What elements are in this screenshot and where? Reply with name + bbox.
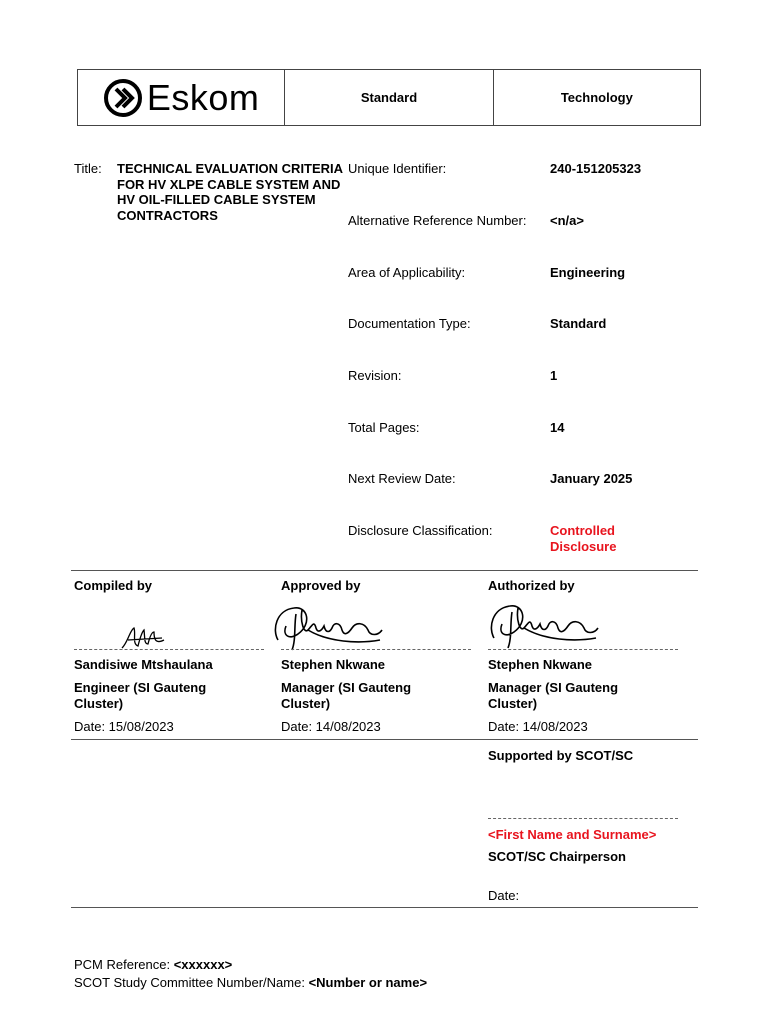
info-label: Revision: (348, 368, 402, 383)
info-value: January 2025 (550, 471, 633, 486)
approved-by-details (281, 657, 481, 672)
approved-by-name: Stephen Nkwane (281, 657, 386, 672)
info-label: Alternative Reference Number: (348, 213, 527, 228)
info-label: Total Pages: (348, 420, 420, 435)
scot-committee-label: SCOT Study Committee Number/Name: (74, 975, 309, 990)
authorized-signature-icon (484, 598, 604, 652)
authorized-by-date: Date: 14/08/2023 (488, 719, 588, 734)
info-value: 1 (550, 368, 558, 383)
authorized-by-role (488, 680, 658, 712)
info-value: Engineering (550, 265, 626, 280)
pcm-reference-label: PCM Reference: (74, 957, 174, 972)
info-label: Area of Applicability: (348, 265, 466, 280)
header-table (77, 69, 701, 126)
eskom-logo (78, 70, 285, 125)
authorized-by-details (488, 657, 688, 672)
approved-by-date: Date: 14/08/2023 (281, 719, 381, 734)
scot-heading: Supported by SCOT/SC (488, 748, 634, 763)
compiled-by-name: Sandisiwe Mtshaulana (74, 657, 213, 672)
divider (71, 907, 698, 908)
scot-role: SCOT/SC Chairperson (488, 849, 626, 864)
approved-by-heading: Approved by (281, 578, 361, 593)
scot-committee-value: <Number or name> (308, 975, 428, 990)
info-value: 240-151205323 (550, 161, 642, 176)
approved-by-column (281, 578, 481, 593)
compiled-signature-icon (118, 624, 170, 652)
compiled-by-role-text: Engineer (SI Gauteng Cluster) (74, 680, 207, 711)
info-label: Documentation Type: (348, 316, 471, 331)
scot-committee (74, 975, 427, 990)
approved-by-role (281, 680, 451, 712)
info-label: Disclosure Classification: (348, 523, 493, 538)
disclosure-value: Controlled Disclosure (550, 523, 617, 554)
authorized-signature-line (488, 649, 678, 650)
authorized-by-role-text: Manager (SI Gauteng Cluster) (488, 680, 619, 711)
compiled-by-details (74, 657, 274, 672)
approved-by-role-text: Manager (SI Gauteng Cluster) (281, 680, 412, 711)
authorized-by-column (488, 578, 688, 593)
authorized-by-name: Stephen Nkwane (488, 657, 593, 672)
divider (71, 739, 698, 740)
pcm-reference (74, 957, 232, 972)
approved-signature-line (281, 649, 471, 650)
info-label: Next Review Date: (348, 471, 456, 486)
eskom-emblem-icon (103, 78, 143, 118)
header-cell-technology: Technology (493, 70, 700, 125)
compiled-by-column (74, 578, 274, 593)
compiled-by-heading: Compiled by (74, 578, 153, 593)
info-value: Standard (550, 316, 607, 331)
title-label: Title: (74, 161, 102, 176)
compiled-signature-line (74, 649, 264, 650)
scot-date: Date: (488, 888, 520, 903)
scot-name-placeholder: <First Name and Surname> (488, 827, 657, 842)
logo-wordmark: Eskom (146, 76, 260, 118)
info-value: <n/a> (550, 213, 584, 228)
compiled-by-date: Date: 15/08/2023 (74, 719, 174, 734)
info-label: Unique Identifier: (348, 161, 447, 176)
pcm-reference-value: <xxxxxx> (173, 957, 233, 972)
header-cell-standard: Standard (360, 90, 418, 105)
approved-signature-icon (268, 600, 388, 654)
authorized-by-heading: Authorized by (488, 578, 575, 593)
divider (71, 570, 698, 571)
info-value: 14 (550, 420, 565, 435)
compiled-by-role (74, 680, 244, 712)
scot-signature-line (488, 818, 678, 819)
document-title: TECHNICAL EVALUATION CRITERIA FOR HV XLPE CABLE SYSTEM AND HV OIL-FILLED CABLE SYSTEM CONTRACTORS (117, 161, 343, 223)
